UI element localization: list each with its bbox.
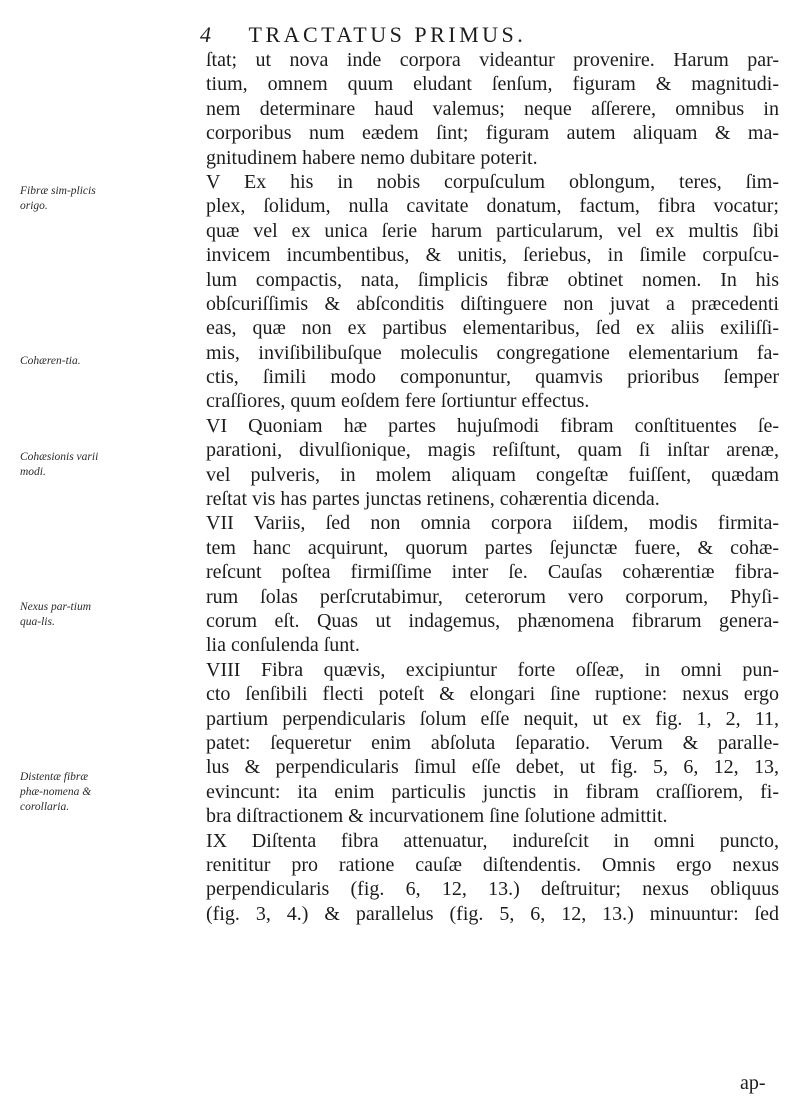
margin-note-distentae-fibrae: Distentæ fibræ phæ-nomena & corollaria. <box>20 771 92 813</box>
text-line: cto ſenſibili flecti poteſt & elongari ſine ruptione: nexus ergo <box>206 683 779 706</box>
text-line: plex, ſolidum, nulla cavitate donatum, factum, fibra vocatur; <box>206 195 779 218</box>
text-line: VI Quoniam hæ partes hujuſmodi fibram conſtituentes ſe- <box>206 414 779 437</box>
running-title: TRACTATUS PRIMUS. <box>248 22 527 47</box>
text-line: parationi, divulſionique, magis reſiſtunt, quam ſi inſtar arenæ, <box>206 439 779 462</box>
text-line: gnitudinem habere nemo dubitare poterit. <box>206 146 538 169</box>
text-line: craſſiores, quum eoſdem fere ſortiuntur effectus. <box>206 390 590 413</box>
body-text <box>206 48 779 926</box>
text-line: rum ſolas perſcrutabimur, ceterorum vero corporum, Phyſi- <box>206 585 779 608</box>
text-line: ſtat; ut nova inde corpora videantur provenire. Harum par- <box>206 49 779 71</box>
text-line: eas, quæ non ex partibus elementaribus, ſed ex aliis exiliſſi- <box>206 317 779 340</box>
text-line: IX Diſtenta fibra attenuatur, indureſcit in omni puncto, <box>206 829 779 852</box>
text-line: lia conſulenda ſunt. <box>206 634 360 657</box>
text-line: mis, inviſibilibuſque moleculis congregatione elementarium fa- <box>206 341 779 364</box>
catchword: ap- <box>740 1072 766 1094</box>
text-line: lum compactis, nata, ſimplicis fibræ obtinet nomen. In his <box>206 268 779 291</box>
text-line: ctis, ſimili modo componuntur, quamvis prioribus ſemper <box>206 366 779 389</box>
text-line: reſtat vis has partes junctas retinens, cohærentia dicenda. <box>206 488 660 511</box>
text-line: vel pulveris, in molem aliquam congeſtæ fuiſſent, quædam <box>206 463 779 486</box>
text-line: tium, omnem quum eludant ſenſum, figuram & magnitudi- <box>206 73 779 96</box>
margin-note-cohaerentia: Cohæren-tia. <box>20 355 81 367</box>
page-number: 4 <box>200 22 211 47</box>
text-line: VIII Fibra quævis, excipiuntur forte oſſeæ, in omni pun- <box>206 658 779 681</box>
text-line: corporibus num eædem ſint; figuram autem aliquam & ma- <box>206 122 779 145</box>
page-header <box>200 22 680 48</box>
text-line: VII Variis, ſed non omnia corpora iiſdem, modis firmita- <box>206 512 779 535</box>
text-line: partium perpendicularis ſolum eſſe nequit, ut ex fig. 1, 2, 11, <box>206 707 779 730</box>
text-line: quæ vel ex unica ſerie harum particularum, vel ex multis ſibi <box>206 219 779 242</box>
text-line: tem hanc acquirunt, quorum partes ſejunctæ fuere, & cohæ- <box>206 536 779 559</box>
text-line: invicem incumbentibus, & unitis, ſeriebus, in ſimile corpuſcu- <box>206 244 779 267</box>
text-line: patet: ſequeretur enim abſoluta ſeparatio. Verum & paralle- <box>206 731 779 754</box>
text-line: bra diſtractionem & incurvationem ſine ſolutione admittit. <box>206 805 668 828</box>
margin-note-fibra-simplicis: Fibræ sim-plicis origo. <box>20 185 96 212</box>
text-line: renititur pro ratione cauſæ diſtendentis. Omnis ergo nexus <box>206 853 779 876</box>
text-line: corum eſt. Quas ut indagemus, phænomena fibrarum genera- <box>206 609 779 632</box>
text-line: (fig. 3, 4.) & parallelus (fig. 5, 6, 12, 13.) minuuntur: ſed <box>206 902 779 925</box>
margin-note-cohaesionis: Cohæsionis varii modi. <box>20 451 99 478</box>
text-line: nem determinare haud valemus; neque aſſerere, omnibus in <box>206 97 779 120</box>
text-line: V Ex his in nobis corpuſculum oblongum, teres, ſim- <box>206 170 779 193</box>
text-line: obſcuriſſimis & abſconditis diſtinguere non juvat a præcedenti <box>206 292 779 315</box>
text-line: evincunt: ita enim particulis junctis in fibram craſſiorem, fi- <box>206 780 779 803</box>
margin-note-nexus-partium: Nexus par-tium qua-lis. <box>20 601 91 628</box>
text-line: perpendicularis (fig. 6, 12, 13.) deſtruitur; nexus obliquus <box>206 878 779 901</box>
text-line: reſcunt poſtea firmiſſime inter ſe. Cauſas cohærentiæ fibra- <box>206 561 779 584</box>
text-line: lus & perpendicularis ſimul eſſe debet, ut fig. 5, 6, 12, 13, <box>206 756 779 779</box>
